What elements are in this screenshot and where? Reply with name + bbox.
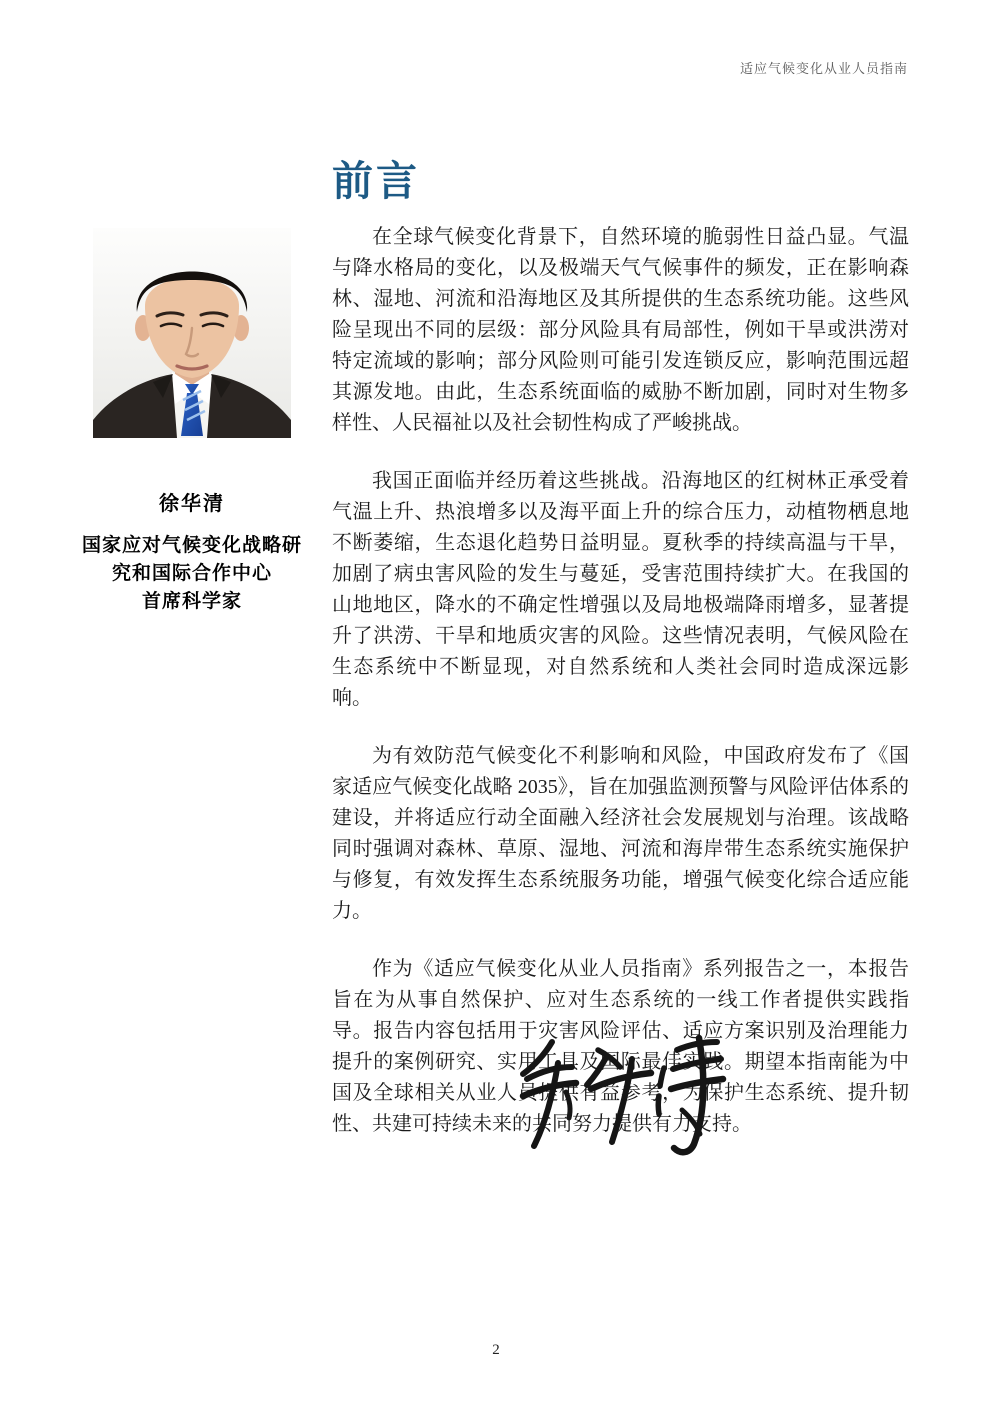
running-header: 适应气候变化从业人员指南: [739, 61, 908, 76]
affiliation-line: 首席科学家: [141, 591, 242, 612]
author-affiliation: [50, 532, 334, 616]
affiliation-line: 究和国际合作中心: [111, 563, 272, 584]
author-photo: [93, 228, 291, 438]
paragraph: 在全球气候变化背景下，自然环境的脆弱性日益凸显。气温与降水格局的变化，以及极端天气气候事件的频发，正在影响森林、湿地、河流和沿海地区及其所提供的生态系统功能。这些风险呈现出不同的层级：部分风险具有局部性，例如干旱或洪涝对特定流域的影响；部分风险则可能引发连锁反应，影响范围远超其源发地。由此，生态系统面临的威胁不断加剧，同时对生物多样性、人民福祉以及社会韧性构成了严峻挑战。: [332, 226, 909, 434]
portrait-illustration: [93, 228, 291, 438]
preface-body: [332, 222, 909, 1167]
author-info: [50, 487, 334, 616]
page-title: 前言: [332, 158, 420, 205]
page-number: 2: [492, 1342, 500, 1358]
signature-image: [512, 1032, 728, 1162]
paragraph: 为有效防范气候变化不利影响和风险，中国政府发布了《国家适应气候变化战略 2035》，旨在加强监测预警与风险评估体系的建设，并将适应行动全面融入经济社会发展规划与治理。该战略同时强调对森林、草原、湿地、河流和海岸带生态系统实施保护与修复，有效发挥生态系统服务功能，增强气候变化综合适应能力。: [332, 745, 909, 922]
affiliation-line: 国家应对气候变化战略研: [81, 535, 302, 556]
paragraph: 我国正面临并经历着这些挑战。沿海地区的红树林正承受着气温上升、热浪增多以及海平面上升的综合压力，动植物栖息地不断萎缩，生态退化趋势日益明显。夏秋季的持续高温与干旱，加剧了病虫害风险的发生与蔓延，受害范围持续扩大。在我国的山地地区，降水的不确定性增强以及局地极端降雨增多，显著提升了洪涝、干旱和地质灾害的风险。这些情况表明，气候风险在生态系统中不断显现，对自然系统和人类社会同时造成深远影响。: [332, 470, 909, 709]
author-name: 徐华清: [159, 493, 225, 515]
handwritten-signature: [512, 1032, 728, 1162]
paragraph: 作为《适应气候变化从业人员指南》系列报告之一，本报告旨在为从事自然保护、应对生态系统的一线工作者提供实践指导。报告内容包括用于灾害风险评估、适应方案识别及治理能力提升的案例研究、实用工具及国际最佳实践。期望本指南能为中国及全球相关从业人员提供有益参考，为保护生态系统、提升韧性、共建可持续未来的共同努力提供有力支持。: [332, 958, 909, 1135]
